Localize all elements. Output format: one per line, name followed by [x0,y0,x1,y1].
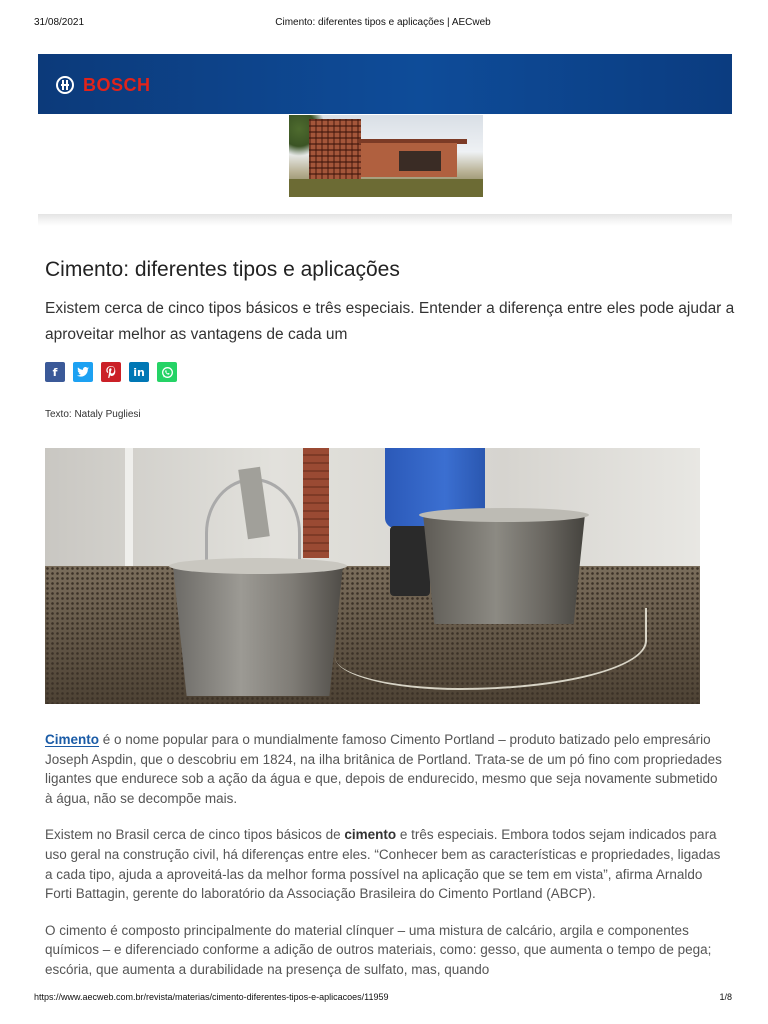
article-byline: Texto: Nataly Pugliesi [45,409,141,420]
print-date: 31/08/2021 [34,17,85,28]
paragraph-2-after: e três especiais. Embora todos sejam indicados para uso geral na construção civil, há diferenças entre eles. “Conhecer bem as características e propriedades, ligadas a cada tipo, ajuda a aproveitá-las da melhor forma possível na aplicação que se tem em vista”, afirma Arnaldo Forti Battagin, gerente do laboratório da Associação Brasileira do Cimento Portland (ABCP). [45,827,721,902]
hero-bucket-right-rim [419,508,589,522]
hero-worker-boot [390,526,430,596]
article-subtitle: Existem cerca de cinco tipos básicos e três especiais. Entender a diferença entre eles pode ajudar a aproveitar melhor as vantagens de cada um [45,300,735,343]
ad-lawn [289,179,483,197]
cimento-link[interactable]: Cimento [45,732,99,747]
print-page-title: Cimento: diferentes tipos e aplicações | AECweb [275,17,491,28]
header-divider [38,214,732,226]
bosch-ad-banner[interactable] [38,54,732,114]
article-paragraph-3: O cimento é composto principalmente do material clínquer – uma mistura de calcário, argila e componentes químicos – e diferenciado conforme a adição de outros materiais, como: gesso, que aumenta o tempo de pega; escória, que aumenta a durabilidade na presença de sulfato, mas, quando [45,922,712,977]
article-body [45,730,725,997]
share-bar [45,362,185,384]
hero-brick-column [303,448,329,558]
print-page-number: 1/8 [719,992,732,1002]
facebook-icon[interactable]: f [45,362,65,382]
article-paragraph-1 [45,730,725,808]
print-header [34,14,732,30]
paragraph-2-bold: cimento [344,827,397,843]
paragraph-2-before: Existem no Brasil cerca de cinco tipos básicos de [45,827,345,843]
article-hero-image [45,448,700,704]
ad-building-image[interactable] [289,115,483,197]
print-footer [34,992,732,1006]
article-paragraph-2 [45,825,725,903]
article-title: Cimento: diferentes tipos e aplicações [45,258,400,281]
twitter-icon[interactable] [73,362,93,382]
hero-bucket-left [173,566,343,696]
linkedin-icon[interactable]: in [129,362,149,382]
paragraph-1-text: é o nome popular para o mundialmente famoso Cimento Portland – produto batizado pelo empresário Joseph Aspdin, que o descobriu em 1824, na ilha britânica de Portland. Trata-se de um pó fino com propriedades ligantes que endurece sob a ação da água e que, depois de endurecido, mesmo que seja novamente submetido à água, não se decompõe mais. [45,732,722,806]
pinterest-icon[interactable] [101,362,121,382]
bosch-armature-icon [56,76,74,94]
ad-brick-tower [309,119,361,181]
bosch-logo [56,73,151,97]
print-url: https://www.aecweb.com.br/revista/materias/cimento-diferentes-tipos-e-aplicacoes/11959 [34,992,389,1002]
hero-bucket-left-rim [169,558,347,574]
whatsapp-icon[interactable] [157,362,177,382]
ad-building-wing [361,143,457,177]
hero-wall [45,448,700,578]
bosch-wordmark: BOSCH [83,74,151,95]
